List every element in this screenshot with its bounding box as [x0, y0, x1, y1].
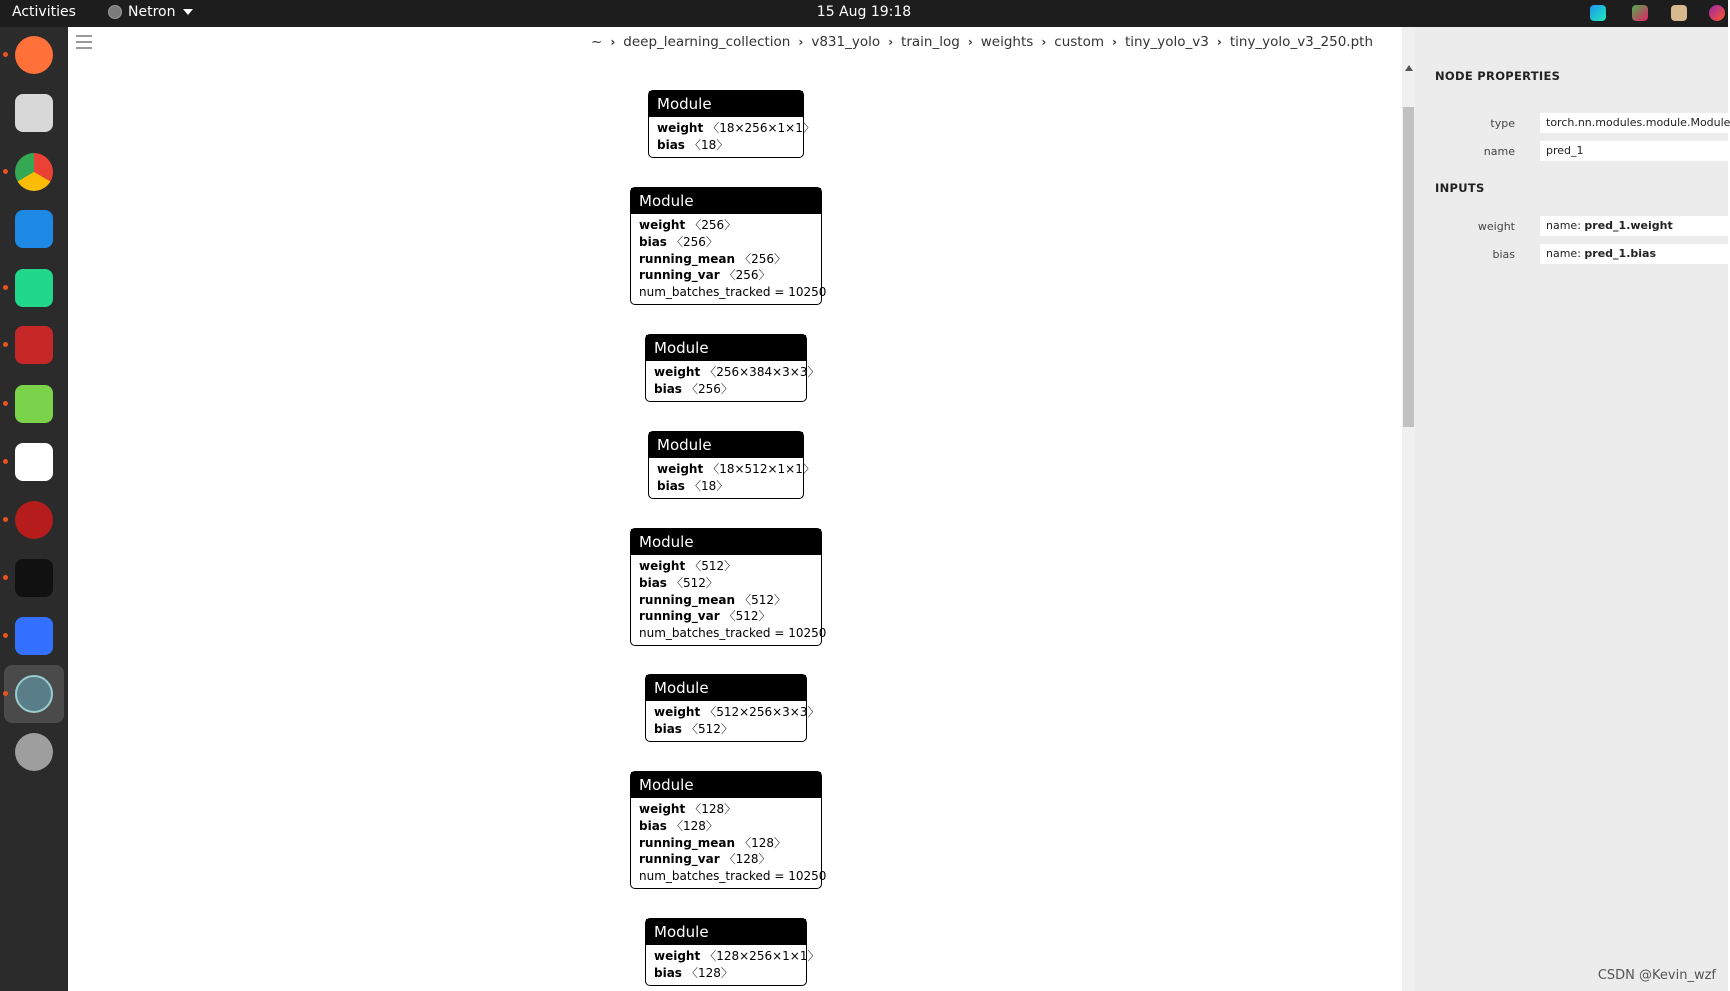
attribute-shape: 〈256×384×3×3〉 — [704, 365, 820, 379]
attribute-name: weight — [654, 949, 701, 963]
attribute-shape: 〈18〉 — [688, 478, 729, 493]
node-attribute-row[interactable] — [657, 120, 815, 137]
attribute-shape: 〈512〉 — [685, 721, 733, 736]
input-weight-value[interactable] — [1540, 216, 1728, 236]
running-indicator-icon — [3, 517, 8, 522]
node-attribute-row[interactable] — [654, 364, 820, 381]
module-node[interactable] — [645, 674, 820, 742]
module-node[interactable] — [630, 771, 827, 889]
scrollbar-thumb[interactable] — [1403, 107, 1414, 427]
breadcrumb-item[interactable]: custom — [1054, 34, 1104, 50]
terminal-app-icon — [15, 326, 53, 364]
node-attribute-row[interactable] — [657, 137, 795, 154]
attribute-name: running_var — [639, 852, 720, 867]
dock — [0, 27, 68, 991]
node-attributes — [646, 945, 820, 985]
node-title: Module — [631, 772, 821, 798]
node-attribute-row[interactable] — [639, 234, 813, 251]
running-indicator-icon — [3, 342, 8, 347]
node-attributes — [631, 798, 827, 888]
qq-launcher[interactable] — [10, 554, 58, 602]
tray-cat-icon[interactable] — [1671, 5, 1687, 21]
breadcrumb — [591, 34, 1373, 50]
attribute-name: weight — [657, 121, 704, 135]
attribute-name: running_var — [639, 268, 720, 283]
vertical-scrollbar[interactable] — [1402, 27, 1415, 991]
attribute-name: running_mean — [639, 251, 736, 266]
tray-status-icon[interactable] — [1709, 5, 1725, 21]
netron-icon — [15, 675, 53, 713]
node-attribute-row[interactable] — [654, 721, 798, 738]
settings-icon — [15, 733, 53, 771]
node-title: Module — [631, 529, 821, 555]
module-node[interactable] — [645, 918, 820, 986]
wechat-icon — [15, 385, 53, 423]
attribute-shape: 〈256〉 — [689, 218, 737, 232]
files-launcher[interactable] — [10, 89, 58, 137]
clock[interactable]: 15 Aug 19:18 — [816, 4, 912, 20]
chevron-right-icon: › — [888, 35, 894, 49]
attribute-shape: 〈512〉 — [739, 592, 786, 607]
module-node[interactable] — [630, 187, 827, 305]
module-node[interactable] — [648, 431, 815, 499]
menu-icon[interactable] — [76, 35, 92, 49]
node-attribute-row[interactable] — [639, 284, 827, 301]
node-attribute-row[interactable] — [639, 625, 827, 642]
attribute-shape: 〈18×256×1×1〉 — [707, 121, 815, 135]
chrome-icon — [15, 153, 53, 191]
wine-launcher[interactable] — [10, 496, 58, 544]
chrome-launcher[interactable] — [10, 148, 58, 196]
attribute-name: bias — [639, 234, 667, 249]
app-menu-label: Netron — [128, 4, 176, 20]
attribute-name: weight — [654, 705, 701, 719]
node-attribute-row[interactable] — [657, 461, 815, 478]
attribute-name: weight — [639, 802, 686, 816]
node-title: Module — [631, 188, 821, 214]
node-title: Module — [646, 335, 806, 361]
attribute-shape: 〈256〉 — [739, 251, 786, 266]
running-indicator-icon — [3, 633, 8, 638]
tray-app-icon-2[interactable] — [1632, 5, 1648, 21]
node-attribute-row[interactable] — [639, 575, 813, 592]
attribute-value: num_batches_tracked = 10250 — [639, 869, 827, 884]
breadcrumb-item[interactable]: tiny_yolo_v3_250.pth — [1229, 34, 1373, 50]
activities-button[interactable]: Activities — [12, 4, 76, 20]
chevron-right-icon: › — [610, 35, 616, 49]
attribute-name: weight — [654, 365, 701, 379]
app-menu[interactable] — [108, 4, 193, 20]
attribute-shape: 〈512〉 — [670, 575, 718, 590]
app-status-icon — [108, 5, 122, 19]
node-title: Module — [646, 919, 806, 945]
qq-icon — [15, 559, 53, 597]
attribute-shape: 〈256〉 — [723, 268, 771, 283]
node-attribute-row[interactable] — [657, 478, 795, 495]
node-title: Module — [649, 91, 803, 117]
type-label: type — [1490, 117, 1515, 130]
attribute-shape: 〈128〉 — [723, 852, 771, 867]
node-attribute-row[interactable] — [654, 381, 798, 398]
attribute-name: running_mean — [639, 835, 736, 850]
node-attribute-row[interactable] — [639, 558, 813, 575]
attribute-name: bias — [657, 478, 685, 493]
netron-launcher[interactable] — [4, 665, 64, 723]
attribute-name: bias — [654, 381, 682, 396]
breadcrumb-item[interactable]: weights — [980, 34, 1034, 50]
input-bias-label: bias — [1492, 248, 1515, 261]
node-attribute-row[interactable] — [639, 801, 813, 818]
chevron-right-icon: › — [798, 35, 804, 49]
node-title: Module — [649, 432, 803, 458]
files-icon — [15, 94, 53, 132]
attribute-name: weight — [639, 218, 686, 232]
caret-down-icon — [183, 9, 193, 15]
node-attributes — [649, 458, 815, 498]
scroll-up-arrow-icon[interactable] — [1405, 65, 1413, 71]
breadcrumb-item[interactable]: deep_learning_collection — [623, 34, 791, 50]
tray-app-icon[interactable] — [1590, 5, 1606, 21]
terminal-app-launcher[interactable] — [10, 321, 58, 369]
wechat-launcher[interactable] — [10, 380, 58, 428]
name-label: name — [1483, 145, 1515, 158]
running-indicator-icon — [3, 401, 8, 406]
chevron-right-icon: › — [1112, 35, 1117, 49]
running-indicator-icon — [3, 285, 8, 290]
pycharm-icon — [15, 269, 53, 307]
feishu-launcher[interactable] — [10, 612, 58, 660]
running-indicator-icon — [3, 459, 8, 464]
input-weight-label: weight — [1477, 220, 1515, 233]
watermark: CSDN @Kevin_wzf — [1597, 968, 1716, 983]
attribute-shape: 〈18〉 — [688, 137, 729, 152]
attribute-shape: 〈18×512×1×1〉 — [707, 462, 815, 476]
attribute-shape: 〈512〉 — [723, 609, 771, 624]
breadcrumb-item[interactable]: v831_yolo — [811, 34, 881, 50]
vscode-launcher[interactable] — [10, 205, 58, 253]
settings-launcher[interactable] — [10, 728, 58, 776]
input-bias-prefix: name: — [1546, 247, 1585, 260]
firefox-icon — [15, 36, 53, 74]
firefox-launcher[interactable] — [10, 31, 58, 79]
node-attribute-row[interactable] — [639, 868, 827, 885]
top-bar — [0, 0, 1728, 27]
breadcrumb-item[interactable]: ~ — [591, 34, 603, 50]
pycharm-launcher[interactable] — [10, 264, 58, 312]
input-weight-name: pred_1.weight — [1584, 219, 1673, 232]
vscode-icon — [15, 210, 53, 248]
attribute-shape: 〈128〉 — [670, 818, 718, 833]
panel-title: NODE PROPERTIES — [1435, 69, 1561, 83]
node-attribute-row[interactable] — [639, 835, 813, 852]
node-properties-panel — [1415, 27, 1728, 991]
input-bias-name: pred_1.bias — [1584, 247, 1656, 260]
attribute-shape: 〈128×256×1×1〉 — [704, 949, 820, 963]
attribute-shape: 〈128〉 — [689, 802, 737, 816]
node-attributes — [631, 555, 827, 645]
node-attributes — [631, 214, 827, 304]
attribute-name: bias — [657, 137, 685, 152]
node-attributes — [646, 701, 820, 741]
wine-icon — [15, 501, 53, 539]
attribute-shape: 〈512〉 — [689, 559, 737, 573]
node-attribute-row[interactable] — [639, 818, 813, 835]
attribute-name: weight — [657, 462, 704, 476]
breadcrumb-item[interactable]: tiny_yolo_v3 — [1124, 34, 1209, 50]
type-value[interactable]: torch.nn.modules.module.Module — [1540, 113, 1728, 133]
cat-app-launcher[interactable] — [10, 438, 58, 486]
node-attribute-row[interactable] — [639, 217, 813, 234]
module-node[interactable] — [645, 334, 820, 402]
breadcrumb-item[interactable]: train_log — [901, 34, 960, 50]
attribute-value: num_batches_tracked = 10250 — [639, 285, 827, 300]
attribute-name: bias — [654, 965, 682, 980]
attribute-shape: 〈512×256×3×3〉 — [704, 705, 820, 719]
attribute-name: running_mean — [639, 592, 736, 607]
node-attribute-row[interactable] — [639, 267, 813, 284]
node-attributes — [649, 117, 815, 157]
node-title: Module — [646, 675, 806, 701]
node-attribute-row[interactable] — [654, 948, 820, 965]
attribute-name: weight — [639, 559, 686, 573]
node-attribute-row[interactable] — [639, 251, 813, 268]
node-attribute-row[interactable] — [639, 592, 813, 609]
attribute-name: bias — [639, 818, 667, 833]
inputs-title: INPUTS — [1435, 181, 1485, 195]
chevron-right-icon: › — [1041, 35, 1047, 49]
attribute-shape: 〈128〉 — [685, 965, 733, 980]
module-node[interactable] — [630, 528, 827, 646]
running-indicator-icon — [3, 691, 8, 696]
attribute-shape: 〈128〉 — [739, 835, 786, 850]
attribute-name: bias — [639, 575, 667, 590]
attribute-name: running_var — [639, 609, 720, 624]
running-indicator-icon — [3, 52, 8, 57]
running-indicator-icon — [3, 575, 8, 580]
running-indicator-icon — [3, 169, 8, 174]
input-bias-value[interactable] — [1540, 244, 1728, 264]
attribute-name: bias — [654, 721, 682, 736]
cat-app-icon — [15, 443, 53, 481]
module-node[interactable] — [648, 90, 815, 158]
attribute-shape: 〈256〉 — [670, 234, 718, 249]
chevron-right-icon: › — [1216, 35, 1222, 49]
input-weight-prefix: name: — [1546, 219, 1585, 232]
node-attribute-row[interactable] — [654, 704, 820, 721]
node-attributes — [646, 361, 820, 401]
node-attribute-row[interactable] — [654, 965, 798, 982]
node-attribute-row[interactable] — [639, 851, 813, 868]
feishu-icon — [15, 617, 53, 655]
node-attribute-row[interactable] — [639, 608, 813, 625]
name-value[interactable]: pred_1 — [1540, 141, 1728, 161]
chevron-right-icon: › — [967, 35, 973, 49]
attribute-value: num_batches_tracked = 10250 — [639, 626, 827, 641]
attribute-shape: 〈256〉 — [685, 381, 733, 396]
